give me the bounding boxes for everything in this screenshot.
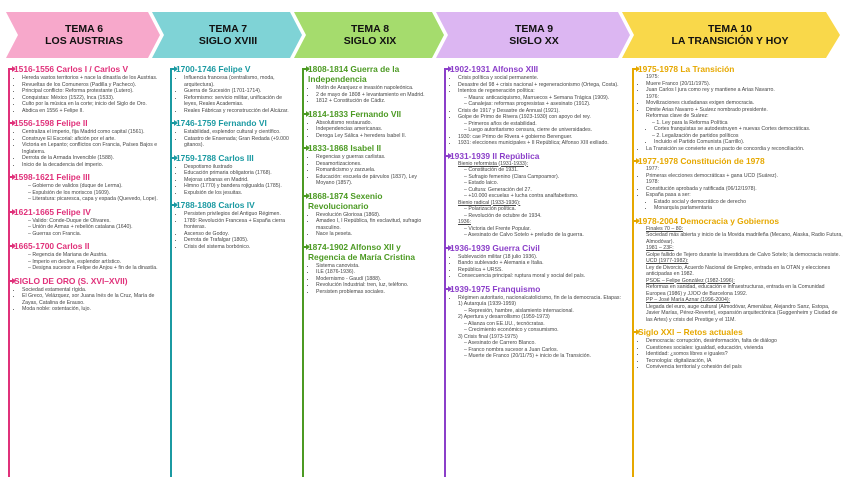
section-guerra-independencia xyxy=(298,64,436,105)
list-item: – Alianza con EE.UU., tecnócratas. xyxy=(464,321,624,328)
list-item: • Desastre del 98 + crisis nacional + regeneracionismo (Ortega, Costa). xyxy=(458,82,624,89)
header-number: TEMA 8 xyxy=(350,23,390,35)
subheading: 1981 – 23F: xyxy=(646,245,674,251)
section-isabel-ii xyxy=(298,143,436,187)
list-item: • Motín de Aranjuez e invasión napoleónica. xyxy=(316,85,436,92)
list-item: – Victoria del Frente Popular. xyxy=(464,226,624,233)
list-item: • Derrota de la Armada Invencible (1588). xyxy=(22,155,164,162)
text-line: Sociedad más abierta y inicio de la Movida madrileña (Mecano, Alaska, Radio Futura, Almodóvar). xyxy=(646,232,843,245)
header-number: TEMA 10 xyxy=(708,23,752,35)
section-title: 1700-1746 Felipe V xyxy=(166,64,294,74)
item-list xyxy=(628,81,844,94)
list-item: • Mejoras urbanas en Madrid. xyxy=(184,177,294,184)
item-list xyxy=(298,263,436,296)
list-item: • Absolutismo restaurado. xyxy=(316,120,436,127)
list-item: – Revolución de octubre de 1934. xyxy=(464,213,624,220)
section-title: 1759-1788 Carlos III xyxy=(166,153,294,163)
text-line: Reformas clave de Suárez: xyxy=(646,113,709,119)
section-title: 1868-1874 Sexenio Revolucionario xyxy=(298,191,436,211)
list-item: • Guerra de Sucesión (1701-1714). xyxy=(184,88,294,95)
list-item: • Independencias americanas. xyxy=(316,126,436,133)
list-item: – Cultura: Generación del 27. xyxy=(464,187,624,194)
text-line: 1977: xyxy=(646,166,659,172)
section-title: 1936-1939 Guerra Civil xyxy=(440,243,624,253)
list-item: – Designa sucesor a Felipe de Anjou + fin de la dinastía. xyxy=(28,265,164,272)
list-item: • Persisten privilegios del Antiguo Régimen. xyxy=(184,211,294,218)
item-list xyxy=(440,340,624,360)
column-austrias xyxy=(4,64,164,477)
list-item: – Franco nombra sucesor a Juan Carlos. xyxy=(464,347,624,354)
list-item: – Muerte de Franco (20/11/75) + inicio de la Transición. xyxy=(464,353,624,360)
header-title: SIGLO XX xyxy=(509,35,559,47)
list-item: • Despotismo ilustrado xyxy=(184,164,294,171)
item-list xyxy=(4,252,164,272)
header-tema-8 xyxy=(302,10,438,60)
header-tema-7 xyxy=(160,10,296,60)
column-siglo-xix xyxy=(298,64,436,477)
section-felipe-iv xyxy=(4,207,164,238)
item-list xyxy=(298,85,436,105)
list-item: – Gobierno de validos (duque de Lerma). xyxy=(28,183,164,190)
item-list xyxy=(628,186,844,212)
section-guerra-civil xyxy=(440,243,624,280)
section-carlos-iii xyxy=(166,153,294,197)
section-title: 1977-1978 Constitución de 1978 xyxy=(628,156,844,166)
section-title: 1621-1665 Felipe IV xyxy=(4,207,164,217)
text-line: Reformas en sanidad, educación e infraestructuras, entrada en la Comunidad Europea (1986) y JJOO de Barcelona 1992. xyxy=(646,284,825,297)
list-item: – +10.000 escuelas + lucha contra analfabetismo. xyxy=(464,193,624,200)
column-siglo-xviii xyxy=(166,64,294,477)
section-siglo-xxi xyxy=(628,327,844,371)
list-item: • Tecnología: digitalización, IA xyxy=(646,358,844,365)
item-list xyxy=(440,321,624,334)
list-item: • Construye El Escorial: afición por el arte. xyxy=(22,136,164,143)
list-item: • Victoria en Lepanto; conflictos con Francia, Países Bajos e Inglaterra. xyxy=(22,142,164,155)
section-felipe-iii xyxy=(4,172,164,203)
subheading: Finales 70 – 80: xyxy=(646,225,683,232)
list-item: • Democracia: corrupción, desinformación, falta de diálogo xyxy=(646,338,844,345)
item-list xyxy=(440,254,624,280)
item-list xyxy=(4,218,164,238)
item-list xyxy=(4,183,164,203)
section-franquismo xyxy=(440,284,624,360)
list-item: • Abdica en 1556 + Felipe II. xyxy=(22,108,164,115)
item-list xyxy=(628,338,844,371)
list-item: • Inicio de la decadencia del imperio. xyxy=(22,162,164,169)
section-title: 1814-1833 Fernando VII xyxy=(298,109,436,119)
list-item: • Deroga Ley Sálica + heredera Isabel II. xyxy=(316,133,436,140)
section-title: 1516-1556 Carlos I / Carlos V xyxy=(4,64,164,74)
section-title: 1978-2004 Democracia y Gobiernos xyxy=(628,216,844,226)
list-item: • 1930: cae Primo de Rivera + gobierno Berenguer. xyxy=(458,134,624,141)
list-item: – Polarización política. xyxy=(464,206,624,213)
list-item: – Expulsión de los moriscos (1609). xyxy=(28,190,164,197)
list-item: • Sociedad estamental rígida. xyxy=(22,287,164,294)
item-list xyxy=(166,129,294,149)
list-item: • Crisis política y social permanente. xyxy=(458,75,624,82)
list-item: – Valido: Conde-Duque de Olivares. xyxy=(28,218,164,225)
section-title: 1556-1598 Felipe II xyxy=(4,118,164,128)
list-item: – Unión de Armas + rebelión catalana (1640). xyxy=(28,224,164,231)
list-item: – Luego autoritarismo censura, cierre de universidades. xyxy=(464,127,624,134)
section-title: 1746-1759 Fernando VI xyxy=(166,118,294,128)
list-item: • Juan Carlos I jura como rey y mantiene a Arias Navarro. xyxy=(646,87,844,94)
list-item: • Muere Franco (20/11/1975). xyxy=(646,81,844,88)
item-list xyxy=(440,75,624,147)
section-alfonso-xii xyxy=(298,242,436,296)
section-felipe-v xyxy=(166,64,294,114)
list-item: • Romanticismo y zarzuela. xyxy=(316,167,436,174)
list-item: • Cortes franquistas se autodestruyen + nuevas Cortes democráticas. xyxy=(654,126,844,133)
list-item: • Derrota de Trafalgar (1805). xyxy=(184,237,294,244)
subheading: 3) Crisis final (1973-1975) xyxy=(458,333,518,340)
list-item: • Revolución Gloriosa (1868). xyxy=(316,212,436,219)
list-item: • 1931: elecciones municipales + II República; Alfonso XIII exiliado. xyxy=(458,140,624,147)
list-item: – Sufragio femenino (Clara Campoamor). xyxy=(464,174,624,181)
header-tema-9 xyxy=(444,10,624,60)
list-item: – Crecimiento económico y consumismo. xyxy=(464,327,624,334)
list-item: – Asesinato de Carrero Blanco. xyxy=(464,340,624,347)
list-item: – Constitución de 1931. xyxy=(464,167,624,174)
subheading: 1936: xyxy=(458,219,471,225)
list-item: • Crisis del sistema borbónico. xyxy=(184,244,294,251)
list-item: • Educación primaria obligatoria (1768). xyxy=(184,170,294,177)
section-carlos-iv xyxy=(166,200,294,250)
section-transicion xyxy=(628,64,844,152)
subheading: 2) Apertura y desarrollismo (1959-1973) xyxy=(458,314,550,320)
list-item: • Regencias y guerras carlistas. xyxy=(316,154,436,161)
list-item: • Estabilidad, esplendor cultural y científico. xyxy=(184,129,294,136)
list-item: • Primeras elecciones democráticas + gana UCD (Suárez). xyxy=(646,173,844,180)
list-item: • Golpe de Primo de Rivera (1923-1930) con apoyo del rey. xyxy=(458,114,624,121)
list-item: • 1812 + Constitución de Cádiz. xyxy=(316,98,436,105)
list-item: • Culto por la música en la corte; inicio del Siglo de Oro. xyxy=(22,101,164,108)
list-item: • Reales Fábricas y reconstrucción del Alcázar. xyxy=(184,108,294,115)
item-list xyxy=(440,167,624,200)
list-item: • Expulsión de los jesuitas. xyxy=(184,190,294,197)
section-title: 1833-1868 Isabel II xyxy=(298,143,436,153)
text-line: 1976: xyxy=(646,93,659,100)
column-transicion xyxy=(628,64,844,477)
subheading: UCD (1977-1982): xyxy=(646,258,689,264)
section-alfonso-xiii xyxy=(440,64,624,147)
header-tema-6 xyxy=(14,10,154,60)
item-list xyxy=(166,211,294,250)
list-item: • Himno (1770) y bandera rojigualda (1785). xyxy=(184,183,294,190)
list-item: • 2 de mayo de 1808 + levantamiento en Madrid. xyxy=(316,92,436,99)
list-item: – Canalejas: reformas progresistas + asesinato (1912). xyxy=(464,101,624,108)
list-item: • Hereda vastos territorios + nace la dinastía de los Austrias. xyxy=(22,75,164,82)
section-title: 1598-1621 Felipe III xyxy=(4,172,164,182)
section-constitucion xyxy=(628,156,844,212)
text-line: Golpe fallido de Tejero durante la investidura de Calvo Sotelo; la democracia resiste. xyxy=(646,251,840,258)
list-item: • Incluido el Partido Comunista (Carrillo). xyxy=(654,139,844,146)
list-item: – Asesinato de Calvo Sotelo + preludio de la guerra. xyxy=(464,232,624,239)
section-ii-republica xyxy=(440,151,624,239)
section-title: 1874-1902 Alfonso XII y Regencia de María Cristina xyxy=(298,242,436,262)
list-item: • Nace la peseta. xyxy=(316,231,436,238)
list-item: • El Greco, Velázquez, sor Juana Inés de la Cruz, María de Zayas, Catalina de Erauso. xyxy=(22,293,164,306)
list-item: • Catastro de Ensenada; Gran Redada (+9.000 gitanos). xyxy=(184,136,294,149)
list-item: • Amadeo I, I República, fin esclavitud, sufragio masculino. xyxy=(316,218,436,231)
subheading: PP – José María Aznar (1996-2004): xyxy=(646,297,731,303)
section-sexenio xyxy=(298,191,436,238)
item-list xyxy=(440,206,624,219)
list-item: • Constitución aprobada y ratificada (06/12/1978). xyxy=(646,186,844,193)
section-title: 1788-1808 Carlos IV xyxy=(166,200,294,210)
subheading: PSOE – Felipe González (1982-1996): xyxy=(646,277,735,284)
section-title: 1931-1939 II República xyxy=(440,151,624,161)
section-title: SIGLO DE ORO (S. XVI–XVII) xyxy=(4,276,164,286)
subheading: Bienio radical (1933-1936): xyxy=(458,199,521,206)
list-item: • ILE (1876-1936). xyxy=(316,269,436,276)
list-item: – Maura: anticaciquismo, Marruecos + Semana Trágica (1909). xyxy=(464,95,624,102)
list-item: • Influencia francesa (centralismo, moda, arquitectura). xyxy=(184,75,294,88)
header-title: LOS AUSTRIAS xyxy=(45,35,123,47)
list-item: • Educación: escuela de párvulos (1837), Ley Moyano (1857). xyxy=(316,174,436,187)
list-item: • Movilizaciones ciudadanas exigen democracia. xyxy=(646,100,844,107)
list-item: • 1789: Revolución Francesa + España cierra fronteras. xyxy=(184,218,294,231)
list-item: • Principal conflicto: Reforma protestante (Lutero). xyxy=(22,88,164,95)
list-item: • Convivencia territorial y cohesión del país xyxy=(646,364,844,371)
item-list xyxy=(298,120,436,140)
list-item: • Crisis de 1917 y Desastre de Annual (1921). xyxy=(458,108,624,115)
section-title: 1975-1978 La Transición xyxy=(628,64,844,74)
section-carlos-ii xyxy=(4,241,164,272)
list-item: • Ascenso de Godoy. xyxy=(184,231,294,238)
list-item: – 1. Ley para la Reforma Política xyxy=(652,120,844,127)
text-line: 1978: xyxy=(646,179,659,185)
item-list xyxy=(4,75,164,114)
section-title: 1808-1814 Guerra de la Independencia xyxy=(298,64,436,84)
list-item: • Intentos de regeneración política: xyxy=(458,88,624,95)
list-item: • Revueltas de los Comuneros (Padilla y Pacheco). xyxy=(22,82,164,89)
list-item: • Revolución Industrial: tren, luz, teléfono. xyxy=(316,282,436,289)
section-title: 1902-1931 Alfonso XIII xyxy=(440,64,624,74)
list-item: • Reformismo: servicio militar, unificación de leyes, Reales Academias. xyxy=(184,95,294,108)
section-felipe-ii xyxy=(4,118,164,168)
text-line: Ley de Divorcio, Acuerdo Nacional de Empleo, entrada en la OTAN y elecciones anticipadas en 1982. xyxy=(646,264,831,277)
item-list xyxy=(628,100,844,113)
item-list xyxy=(440,226,624,239)
text-line: Llegada del euro, auge cultural (Almodóvar, Amenábar, Alejandro Sanz, Estopa, Javier Marías, Pérez-Reverte), expansión arquitectónica (Guggenheim y Ciudad de las Artes) y crisis del Prestige y el 11M. xyxy=(646,303,838,323)
list-item: • Identidad: ¿somos libres e iguales? xyxy=(646,351,844,358)
section-title: 1939-1975 Franquismo xyxy=(440,284,624,294)
list-item: – Represión, hambre, aislamiento internacional. xyxy=(464,308,624,315)
list-item: • Sistema canovista. xyxy=(316,263,436,270)
item-list xyxy=(628,120,844,153)
list-item: – Guerras con Francia. xyxy=(28,231,164,238)
section-siglo-de-oro xyxy=(4,276,164,313)
subheading: 1) Autarquía (1939-1959) xyxy=(458,301,516,307)
header-title: SIGLO XVIII xyxy=(198,35,258,47)
section-democracia xyxy=(628,216,844,324)
list-item: • Desamortizaciones. xyxy=(316,161,436,168)
text-line: 1975: xyxy=(646,74,659,80)
list-item: • España pasa a ser: xyxy=(646,192,844,199)
header-number: TEMA 9 xyxy=(514,23,554,35)
list-item: • Moda noble: ostentación, lujo. xyxy=(22,306,164,313)
list-item: • República + URSS. xyxy=(458,267,624,274)
item-list xyxy=(166,75,294,114)
header-number: TEMA 7 xyxy=(208,23,248,35)
list-item: • Dimite Arias Navarro + Suárez nombrado presidente. xyxy=(646,107,844,114)
header-title: SIGLO XIX xyxy=(343,35,397,47)
list-item: • Centraliza el imperio, fija Madrid como capital (1561). xyxy=(22,129,164,136)
list-item: • Conquistas: México (1522), Inca (1533). xyxy=(22,95,164,102)
list-item: – Imperio en declive, esplendor artístico. xyxy=(28,259,164,266)
list-item: • Bando sublevado + Alemania e Italia. xyxy=(458,260,624,267)
list-item: – Literatura: picaresca, capa y espada (Quevedo, Lope). xyxy=(28,196,164,203)
list-item: • Sublevación militar (18 julio 1936). xyxy=(458,254,624,261)
list-item: • Consecuencia principal: ruptura moral y social del país. xyxy=(458,273,624,280)
item-list xyxy=(166,164,294,197)
section-title: 1665-1700 Carlos II xyxy=(4,241,164,251)
header-tema-10 xyxy=(630,10,830,60)
list-item: • La Transición se convierte en un pacto de concordia y reconciliación. xyxy=(646,146,844,153)
item-list xyxy=(4,287,164,313)
list-item: – 2. Legalización de partidos políticos xyxy=(652,133,844,140)
list-item: • Estado social y democrático de derecho xyxy=(654,199,844,206)
list-item: • Régimen autoritario, nacionalcatolicismo, fin de la democracia. Etapas: xyxy=(458,295,624,302)
item-list xyxy=(298,154,436,187)
list-item: • Modernismo - Gaudí (1888). xyxy=(316,276,436,283)
section-title: Siglo XXI – Retos actuales xyxy=(628,327,844,337)
header-title: LA TRANSICIÓN Y HOY xyxy=(671,35,789,47)
list-item: – Estado laico. xyxy=(464,180,624,187)
list-item: – Primeros años de estabilidad. xyxy=(464,121,624,128)
list-item: • Persisten problemas sociales. xyxy=(316,289,436,296)
section-carlos-i xyxy=(4,64,164,114)
section-fernando-vi xyxy=(166,118,294,149)
list-item: • Monarquía parlamentaria xyxy=(654,205,844,212)
subheading: Bienio reformista (1931-1933): xyxy=(458,160,529,167)
column-siglo-xx xyxy=(440,64,624,477)
item-list xyxy=(298,212,436,238)
header-number: TEMA 6 xyxy=(64,23,104,35)
item-list xyxy=(4,129,164,168)
list-item: • Cuestiones sociales: igualdad, educación, vivienda xyxy=(646,345,844,352)
list-item: – Regencia de Mariana de Austria. xyxy=(28,252,164,259)
section-fernando-vii xyxy=(298,109,436,140)
